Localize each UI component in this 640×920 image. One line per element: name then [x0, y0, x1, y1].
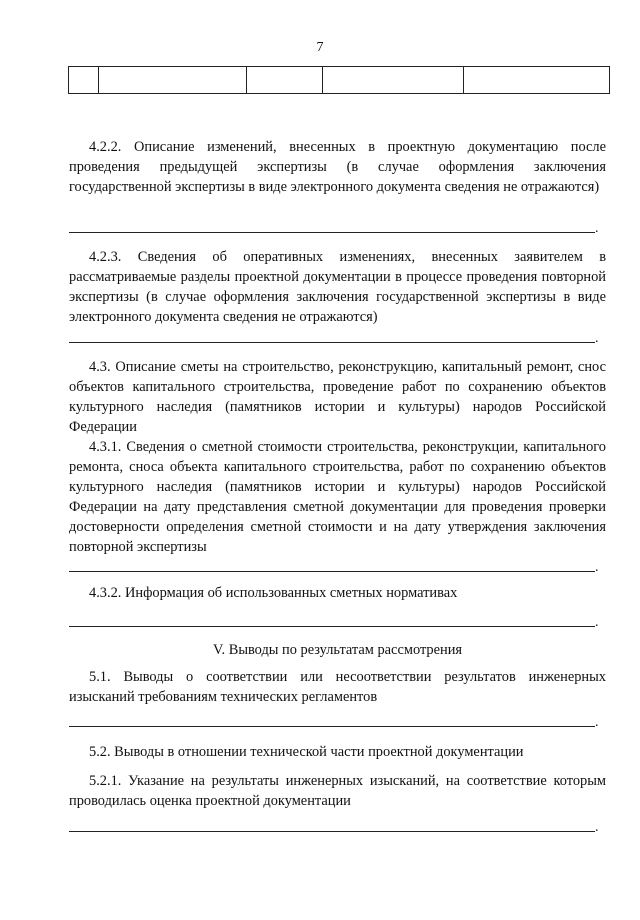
header-table: [68, 66, 610, 94]
section-text: 4.3. Описание сметы на строительство, реконструкцию, капитальный ремонт, снос объектов капитального строительства, проведение работ по сохранению объектов культурного наследия (памятников истории и культуры) народов Российской Федерации: [69, 359, 606, 435]
section-4-2-3: [69, 247, 606, 327]
section-text: 4.2.2. Описание изменений, внесенных в проектную документацию после проведения предыдущей экспертизы (в случае оформления заключения государственной экспертизы в виде электронного документа сведения не отражаются): [69, 139, 606, 195]
section-5-heading: [69, 640, 606, 660]
line-end-dot: .: [595, 560, 599, 575]
section-4-3-2: [69, 583, 606, 603]
line-end-dot: .: [595, 820, 599, 835]
section-4-3-1: [69, 437, 606, 557]
table-row: [69, 67, 610, 94]
section-5-2: [69, 742, 606, 762]
page-number: 7: [316, 40, 324, 55]
fill-line: [69, 831, 595, 832]
section-text: 4.3.2. Информация об использованных сметных нормативах: [89, 585, 458, 601]
table-cell: [247, 67, 323, 94]
table-cell: [69, 67, 99, 94]
section-text: 4.3.1. Сведения о сметной стоимости строительства, реконструкции, капитального ремонта, сноса объекта капитального строительства, работ по сохранению объектов культурного наследия (памятников истории и культуры) народов Российской Федерации на дату представления сметной документации для проведения проверки достоверности определения сметной стоимости и на дату утверждения заключения повторной экспертизы: [69, 439, 606, 555]
table-cell: [464, 67, 610, 94]
section-4-2-2: [69, 137, 606, 197]
section-title: V. Выводы по результатам рассмотрения: [212, 642, 463, 658]
section-text: 4.2.3. Сведения об оперативных изменениях, внесенных заявителем в рассматриваемые разделы проектной документации в процессе проведения повторной экспертизы (в случае оформления заключения государственной экспертизы в виде электронного документа сведения не отражаются): [69, 249, 606, 325]
line-end-dot: .: [595, 715, 599, 730]
line-end-dot: .: [595, 615, 599, 630]
table-cell: [99, 67, 247, 94]
fill-line: [69, 626, 595, 627]
section-5-2-1: [69, 771, 606, 811]
table-cell: [323, 67, 464, 94]
fill-line: [69, 342, 595, 343]
fill-line: [69, 571, 595, 572]
line-end-dot: .: [595, 331, 599, 346]
section-text: 5.1. Выводы о соответствии или несоответствии результатов инженерных изысканий требованиям технических регламентов: [69, 669, 606, 705]
section-4-3: [69, 357, 606, 437]
section-text: 5.2.1. Указание на результаты инженерных изысканий, на соответствие которым проводилась оценка проектной документации: [69, 773, 606, 809]
fill-line: [69, 232, 595, 233]
line-end-dot: .: [595, 221, 599, 236]
section-text: 5.2. Выводы в отношении технической части проектной документации: [89, 744, 524, 760]
fill-line: [69, 726, 595, 727]
section-5-1: [69, 667, 606, 707]
